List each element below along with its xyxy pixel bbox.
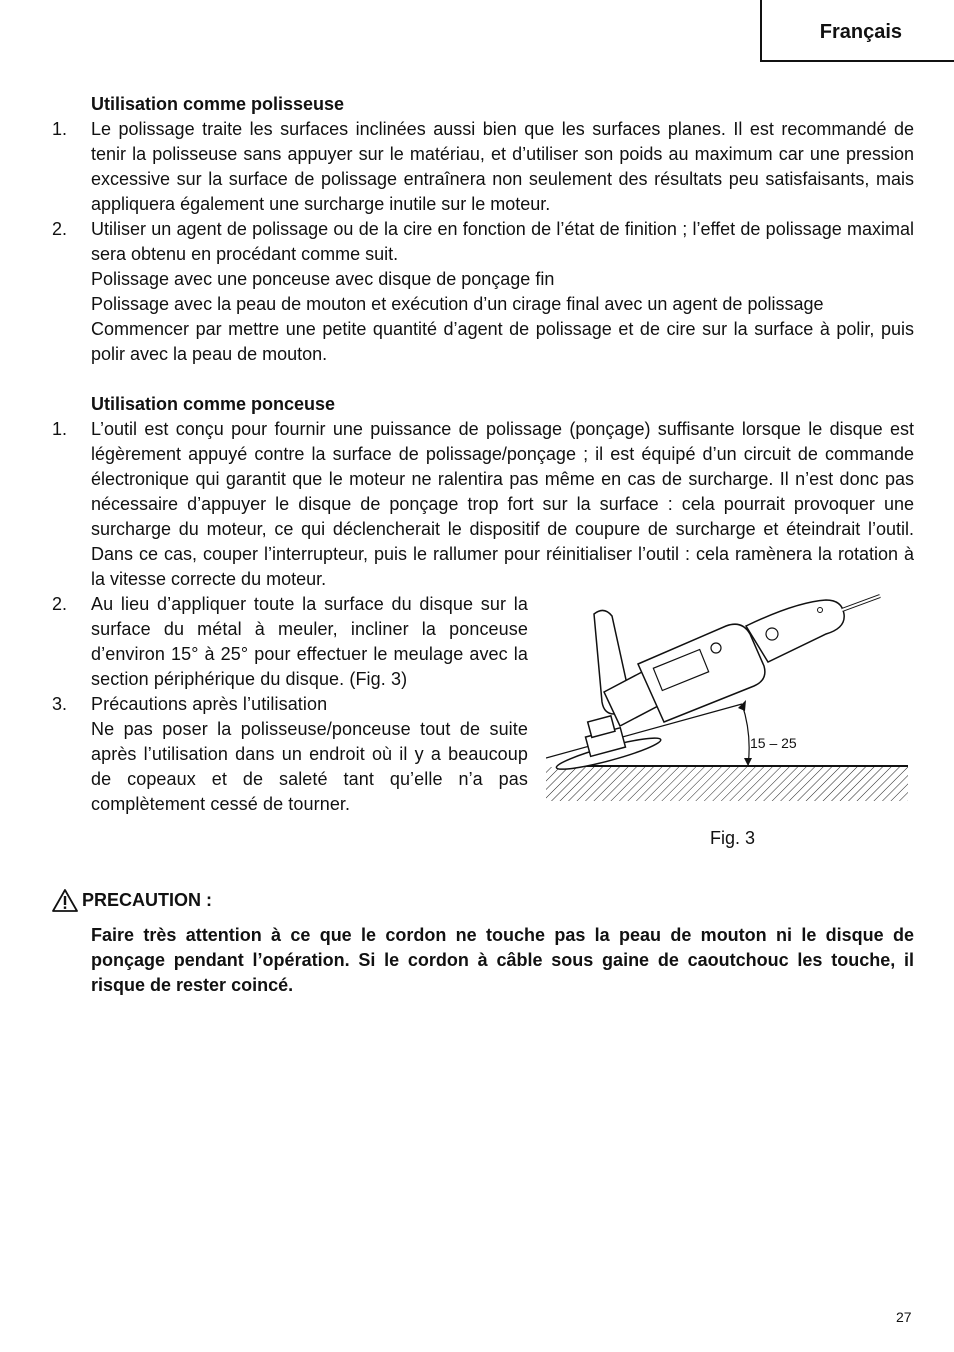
paragraph: L’outil est conçu pour fournir une puissance de polissage (ponçage) suffisante lorsque le disque est légèrement appuyé contre la surface de polissage/ponçage ; il est équipé d’un circuit de commande électronique qui garantit que le moteur ne ralentira pas même en cas de surcharge. Il n’est donc pas nécessaire d’appuyer le disque de ponçage trop fort sur la surface : cela pourrait provoquer une surcharge du moteur, ce qui déclencherait le dispositif de coupure de surcharge et éteindrait l’outil. Dans ce cas, couper l’interrupteur, puis le rallumer pour réinitialiser l’outil : cela ramènera la rotation à la vitesse correcte du moteur. <box>91 419 914 589</box>
sander-illustration <box>546 594 914 824</box>
item-body <box>91 692 528 817</box>
figure-3 <box>546 594 914 854</box>
item-body <box>91 217 914 367</box>
item-number: 2. <box>52 594 68 614</box>
paragraph: Utiliser un agent de polissage ou de la cire en fonction de l’état de finition ; l’effet de polissage maximal sera obtenu en procédant comme suit. <box>91 219 914 264</box>
warning-icon <box>52 889 78 912</box>
paragraph: Le polissage traite les surfaces inclinées aussi bien que les surfaces planes. Il est recommandé de tenir la polisseuse sans appuyer sur le matériau, et d’utiliser son poids au maximum car une pression excessive sur la surface de polissage entraînera non seulement des résultats peu satisfaisants, mais appliquera également une surcharge inutile sur le moteur. <box>91 119 914 214</box>
item-number: 1. <box>52 419 68 439</box>
page-content <box>52 92 914 998</box>
item-number: 1. <box>52 119 68 139</box>
paragraph: Précautions après l’utilisation <box>91 694 328 714</box>
angle-label: 15 – 25 <box>750 735 797 751</box>
section-title-sand: Utilisation comme ponceuse <box>91 394 336 414</box>
list-item <box>52 117 914 217</box>
item-body <box>91 117 914 217</box>
precaution-text: Faire très attention à ce que le cordon ne touche pas la peau de mouton ni le disque de ponçage pendant l’opération. Si le cordon à câble sous gaine de caoutchouc les touche, il risque de rester coincé. <box>91 925 914 995</box>
list-item <box>52 592 528 692</box>
spacer <box>52 367 914 392</box>
precaution-heading <box>52 888 914 913</box>
item-body <box>91 592 528 692</box>
precaution-title: PRECAUTION : <box>82 890 212 910</box>
item-number: 3. <box>52 694 68 714</box>
paragraph: Au lieu d’appliquer toute la surface du disque sur la surface du métal à meuler, incliner la ponceuse d’environ 15° à 25° pour effectuer le meulage avec la section périphérique du disque. (Fig. 3) <box>91 594 528 689</box>
paragraph: Polissage avec une ponceuse avec disque de ponçage fin <box>91 269 555 289</box>
section-title-polish: Utilisation comme polisseuse <box>91 94 345 114</box>
list-item <box>52 692 528 817</box>
paragraph: Ne pas poser la polisseuse/ponceuse tout de suite après l’utilisation dans un endroit où il y a beaucoup de copeaux et de saleté tant qu’elle n’a pas complètement cessé de tourner. <box>91 719 528 814</box>
page-number: 27 <box>896 1309 912 1325</box>
paragraph: Polissage avec la peau de mouton et exécution d’un cirage final avec un agent de polissage <box>91 294 824 314</box>
list-item <box>52 217 914 367</box>
language-label: Français <box>819 21 902 43</box>
language-tab <box>760 0 954 62</box>
list-item <box>52 417 914 592</box>
paragraph: Commencer par mettre une petite quantité d’agent de polissage et de cire sur la surface à polir, puis polir avec la peau de mouton. <box>91 319 914 364</box>
text-figure-row <box>52 592 914 854</box>
figure-caption: Fig. 3 <box>710 828 756 848</box>
text-column <box>52 592 528 854</box>
item-number: 2. <box>52 219 68 239</box>
item-body <box>91 417 914 592</box>
